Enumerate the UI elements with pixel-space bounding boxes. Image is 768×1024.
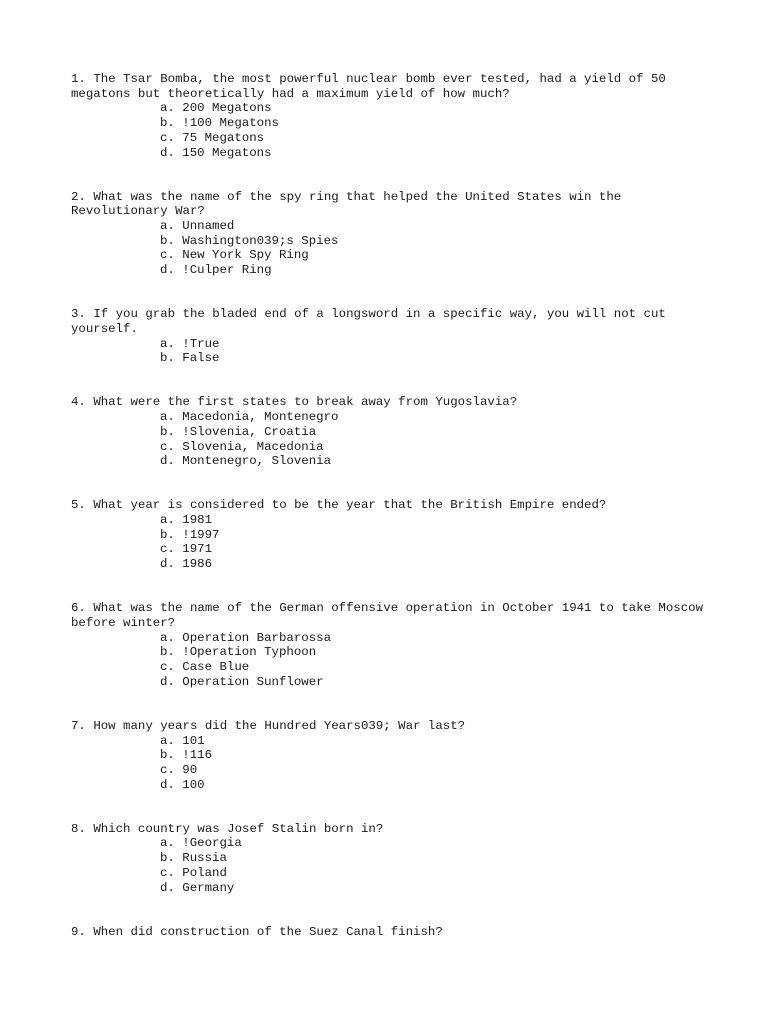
answer-option: d. 100: [160, 777, 205, 792]
answer-option: c. Case Blue: [160, 660, 250, 675]
answer-option: d. Operation Sunflower: [160, 674, 324, 689]
question-number: 4.: [71, 395, 86, 410]
answer-option: a. Macedonia, Montenegro: [160, 410, 339, 425]
answer-option: c. 1971: [160, 542, 213, 557]
answer-option: a. !Georgia: [160, 836, 242, 851]
question-number: 2.: [71, 189, 86, 204]
question-number: 7.: [71, 718, 86, 733]
question-block: [71, 719, 711, 793]
answer-option: b. Washington039;s Spies: [160, 233, 339, 248]
question-block: [71, 925, 711, 940]
answer-option: b. False: [160, 351, 220, 366]
question-number: 1.: [71, 72, 86, 86]
question-number: 9.: [71, 924, 86, 939]
question-block: [71, 822, 711, 896]
answer-options: [71, 219, 711, 278]
question-block: [71, 190, 711, 278]
question-text: [71, 925, 711, 940]
question-prompt: What was the name of the German offensive operation in October 1941 to take Moscow before winter?: [71, 601, 711, 630]
question-block: [71, 307, 711, 366]
answer-option: c. New York Spy Ring: [160, 248, 309, 263]
answer-options: [71, 513, 711, 572]
question-text: [71, 719, 711, 734]
question-text: [71, 822, 711, 837]
question-prompt: Which country was Josef Stalin born in?: [93, 821, 384, 836]
question-number: 3.: [71, 307, 86, 322]
answer-option: c. Poland: [160, 865, 227, 880]
answer-option: a. !True: [160, 336, 220, 351]
answer-option: a. 1981: [160, 513, 213, 528]
question-prompt: What was the name of the spy ring that helped the United States win the Revolutionary War?: [71, 189, 629, 219]
answer-option: a. 101: [160, 733, 205, 748]
question-block: [71, 72, 711, 160]
question-prompt: How many years did the Hundred Years039; War last?: [93, 718, 466, 733]
answer-options: [71, 631, 711, 690]
question-prompt: The Tsar Bomba, the most powerful nuclear bomb ever tested, had a yield of 50 megatons but theoretically had a maximum yield of how much?: [71, 72, 674, 101]
answer-option: b. !Operation Typhoon: [160, 645, 317, 660]
answer-option: c. Slovenia, Macedonia: [160, 439, 324, 454]
answer-option: c. 75 Megatons: [160, 130, 265, 145]
question-text: [71, 395, 711, 410]
question-text: [71, 72, 711, 101]
answer-option: b. !1997: [160, 527, 220, 542]
answer-option: b. !Slovenia, Croatia: [160, 424, 317, 439]
answer-option: a. Operation Barbarossa: [160, 630, 332, 645]
answer-option: b. !116: [160, 748, 213, 763]
question-prompt: If you grab the bladed end of a longsword in a specific way, you will not cut yourself.: [71, 307, 674, 336]
answer-option: a. 200 Megatons: [160, 101, 272, 116]
question-text: [71, 498, 711, 513]
answer-options: [71, 337, 711, 366]
document-page: [71, 72, 711, 969]
answer-options: [71, 410, 711, 469]
question-block: [71, 601, 711, 689]
question-block: [71, 498, 711, 572]
question-number: 5.: [71, 498, 86, 513]
question-text: [71, 307, 711, 336]
question-number: 6.: [71, 601, 86, 616]
answer-options: [71, 734, 711, 793]
question-text: [71, 601, 711, 630]
answer-option: b. Russia: [160, 851, 227, 866]
question-prompt: What were the first states to break away from Yugoslavia?: [93, 395, 518, 410]
answer-options: [71, 101, 711, 160]
answer-options: [71, 836, 711, 895]
answer-option: d. Montenegro, Slovenia: [160, 454, 332, 469]
answer-option: d. 150 Megatons: [160, 145, 272, 160]
question-text: [71, 190, 711, 219]
question-block: [71, 395, 711, 469]
question-prompt: When did construction of the Suez Canal finish?: [93, 924, 443, 939]
answer-option: d. Germany: [160, 880, 235, 895]
answer-option: d. !Culper Ring: [160, 263, 272, 278]
question-prompt: What year is considered to be the year that the British Empire ended?: [93, 498, 607, 513]
question-number: 8.: [71, 821, 86, 836]
answer-option: c. 90: [160, 762, 198, 777]
answer-option: b. !100 Megatons: [160, 116, 279, 131]
answer-option: a. Unnamed: [160, 219, 235, 234]
answer-option: d. 1986: [160, 557, 213, 572]
